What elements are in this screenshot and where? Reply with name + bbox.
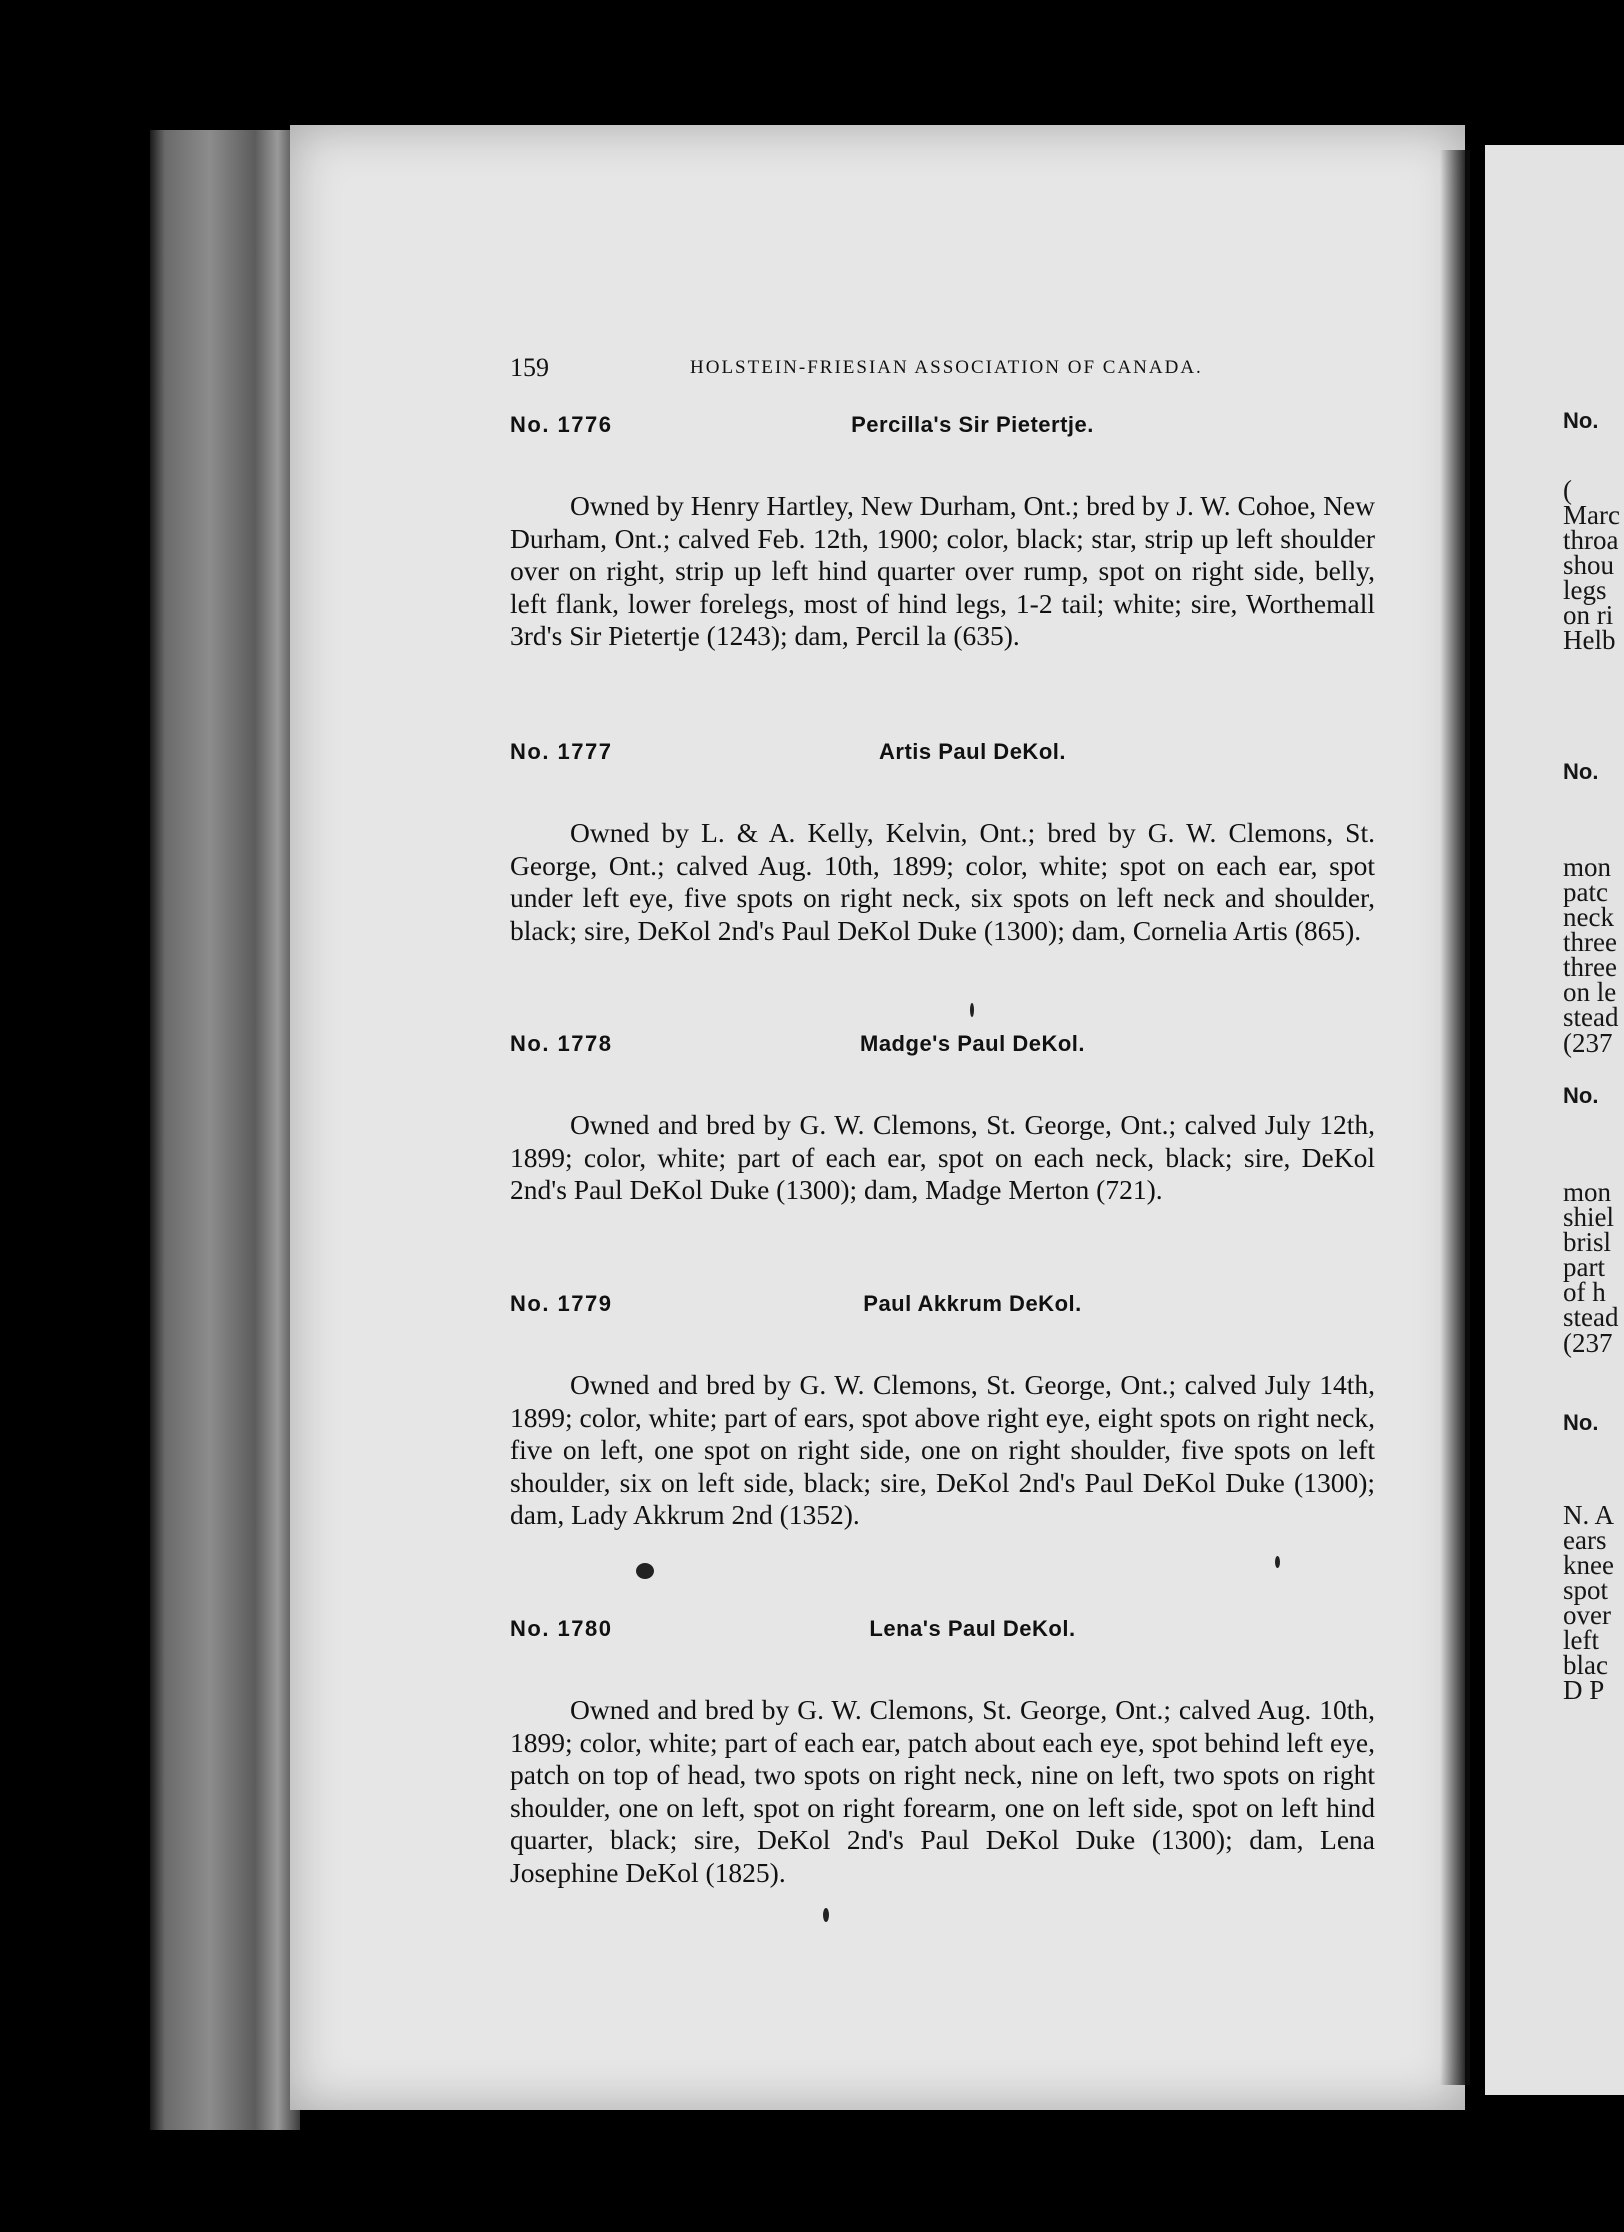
opposite-page-fragment — [1485, 145, 1624, 2095]
fragment-line: brisl — [1563, 1227, 1612, 1257]
ink-speck — [970, 1003, 974, 1017]
fragment-line: shiel — [1563, 1202, 1614, 1232]
fragment-line: throa — [1563, 525, 1619, 555]
entry-description: Owned and bred by G. W. Clemons, St. George, Ont.; calved Aug. 10th, 1899; color, white; part of each ear, patch about each eye, spot behind left eye, patch on top of head, two spots on right neck, nine on left, two spots on right shoulder, one on left, spot on right forearm, one on left side, spot on left hind quarter, black; sire, DeKol 2nd's Paul DeKol Duke (1300); dam, Lena Josephine DeKol (1825). — [510, 1694, 1375, 1888]
fragment-line: blac — [1563, 1650, 1608, 1680]
fragment-line: stead — [1563, 1002, 1619, 1032]
fragment-line: of h — [1563, 1277, 1606, 1307]
fragment-line: stead — [1563, 1302, 1619, 1332]
entry-heading — [510, 1616, 1375, 1656]
fragment-heading: No. — [1563, 408, 1599, 433]
entry-name: Artis Paul DeKol. — [879, 739, 1066, 764]
registry-entry — [510, 1291, 1375, 1532]
entry-number: No. 1780 — [510, 1616, 613, 1641]
entry-description: Owned and bred by G. W. Clemons, St. George, Ont.; calved July 12th, 1899; color, white; part of each ear, spot on each neck, black; sire, DeKol 2nd's Paul DeKol Duke (1300); dam, Madge Merton (721). — [510, 1109, 1375, 1205]
fragment-line: three — [1563, 927, 1617, 957]
ink-speck — [823, 1908, 829, 1922]
entry-description: Owned by L. & A. Kelly, Kelvin, Ont.; bred by G. W. Clemons, St. George, Ont.; calved Aug. 10th, 1899; color, white; spot on each ear, spot under left eye, five spots on right neck, six spots on left neck and shoulder, black; sire, DeKol 2nd's Paul DeKol Duke (1300); dam, Cornelia Artis (865). — [510, 817, 1375, 946]
running-head: HOLSTEIN-FRIESIAN ASSOCIATION OF CANADA. — [690, 357, 1203, 378]
fragment-line: on le — [1563, 977, 1617, 1007]
fragment-line: ears — [1563, 1525, 1607, 1555]
entry-description: Owned and bred by G. W. Clemons, St. George, Ont.; calved July 14th, 1899; color, white; part of ears, spot above right eye, eight spots on right neck, five on left, one spot on right side, one on right shoulder, five spots on left shoulder, six on left side, black; sire, DeKol 2nd's Paul DeKol Duke (1300); dam, Lady Akkrum 2nd (1352). — [510, 1369, 1375, 1530]
entry-name: Lena's Paul DeKol. — [869, 1616, 1076, 1641]
fragment-line: patc — [1563, 877, 1608, 907]
ink-speck — [636, 1563, 654, 1579]
fragment-line: legs — [1563, 575, 1607, 605]
entry-name: Madge's Paul DeKol. — [860, 1031, 1085, 1056]
fragment-line: (237 — [1563, 1028, 1613, 1058]
entry-name: Percilla's Sir Pietertje. — [851, 412, 1094, 437]
registry-entry — [510, 1031, 1375, 1207]
registry-entry — [510, 739, 1375, 947]
entry-number: No. 1777 — [510, 739, 613, 764]
fragment-line: shou — [1563, 550, 1615, 580]
entry-description: Owned by Henry Hartley, New Durham, Ont.; bred by J. W. Cohoe, New Durham, Ont.; calved Feb. 12th, 1900; color, black; star, strip up left shoulder over on right, strip up left hind quarter over rump, spot on right side, belly, left flank, lower forelegs, most of hind legs, 1-2 tail; white; sire, Worthemall 3rd's Sir Pietertje (1243); dam, Percil la (635). — [510, 490, 1375, 651]
fragment-line: on ri — [1563, 600, 1614, 630]
fragment-heading: No. — [1563, 759, 1599, 784]
page-header — [510, 353, 1380, 387]
fragment-line: over — [1563, 1600, 1611, 1630]
fragment-line: neck — [1563, 902, 1614, 932]
fragment-line: Marc — [1563, 500, 1620, 530]
entry-heading — [510, 1031, 1375, 1071]
entry-number: No. 1779 — [510, 1291, 613, 1316]
fragment-line: D P — [1563, 1675, 1605, 1705]
fragment-heading: No. — [1563, 1410, 1599, 1435]
fragment-heading: No. — [1563, 1083, 1599, 1108]
fragment-line: ( — [1563, 475, 1572, 505]
fragment-line: left — [1563, 1625, 1599, 1655]
fragment-line: Helb — [1563, 625, 1616, 655]
entry-heading — [510, 412, 1375, 452]
entry-number: No. 1776 — [510, 412, 613, 437]
registry-entry — [510, 412, 1375, 653]
entry-heading — [510, 739, 1375, 779]
fragment-line: three — [1563, 952, 1617, 982]
fragment-line: mon — [1563, 852, 1612, 882]
fragment-line: part — [1563, 1252, 1605, 1282]
page-number: 159 — [510, 353, 549, 382]
entry-name: Paul Akkrum DeKol. — [863, 1291, 1082, 1316]
entry-number: No. 1778 — [510, 1031, 613, 1056]
fragment-line: spot — [1563, 1575, 1609, 1605]
fragment-line: (237 — [1563, 1328, 1613, 1358]
entry-heading — [510, 1291, 1375, 1331]
ink-speck — [1275, 1556, 1280, 1568]
fragment-line: N. A — [1563, 1500, 1615, 1530]
book-page-edges — [150, 130, 300, 2130]
fragment-line: knee — [1563, 1550, 1614, 1580]
registry-entry — [510, 1616, 1375, 1889]
fragment-line: mon — [1563, 1177, 1612, 1207]
gutter-shadow — [1440, 150, 1470, 2085]
